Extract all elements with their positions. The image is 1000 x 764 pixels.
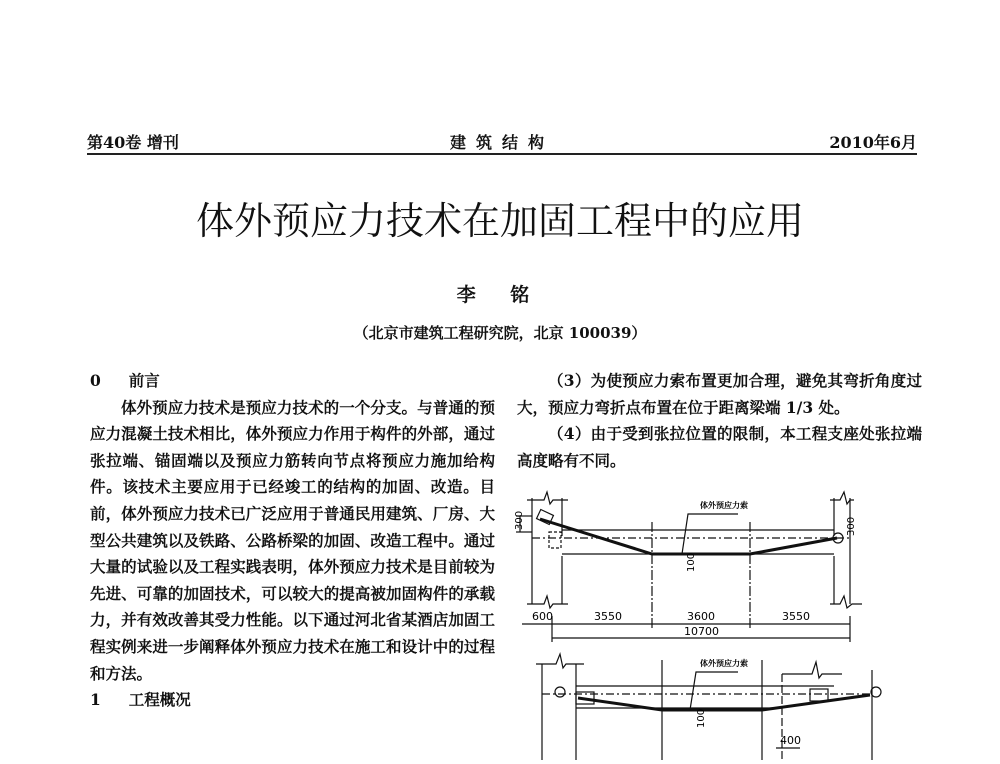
dim-3600: 3600	[687, 610, 715, 623]
dim-3550-left: 3550	[594, 610, 622, 623]
dim-400: 400	[780, 734, 801, 747]
article-title: 体外预应力技术在加固工程中的应用	[195, 199, 804, 243]
section-number: 0	[90, 371, 101, 390]
dim-right-height: 300	[846, 516, 857, 536]
intro-paragraph: 体外预应力技术是预应力技术的一个分支。与普通的预应力混凝土技术相比，体外预应力作用于构件的外部，通过张拉端、锚固端以及预应力筋转向节点将预应力施加给构件。该技术主要应用于已经竣工的结构的加固、改造。目前，体外预应力技术已广泛应用于普通民用建筑、厂房、大型公共建筑以及铁路、公路桥梁的加固、改造工程中。通过大量的试验以及工程实践表明，体外预应力技术是目前较为先进、可靠的加固技术，可以较大的提高被加固构件的承载力，并有效改善其受力性能。以下通过河北省某酒店加固工程实例来进一步阐释体外预应力技术在施工和设计中的过程和方法。	[90, 397, 495, 683]
section-heading-0	[90, 368, 495, 395]
dim-3550-right: 3550	[782, 610, 810, 623]
left-column	[90, 368, 495, 714]
section-heading-1	[90, 687, 495, 714]
cable-label-2: 体外预应力索	[700, 659, 748, 668]
dim-left-height: 300	[514, 510, 525, 530]
article-author: 李 铭	[456, 284, 544, 306]
running-header	[87, 126, 917, 154]
list-item-4: （4）由于受到张拉位置的限制，本工程支座处张拉端高度略有不同。	[517, 424, 922, 470]
cable-layout-diagram	[512, 486, 912, 760]
section-title: 工程概况	[128, 690, 191, 710]
dim-total: 10700	[684, 625, 719, 638]
list-item-3: （3）为使预应力索布置更加合理，避免其弯折角度过大，预应力弯折点布置在位于距离梁端 1/3 处。	[517, 371, 922, 417]
dim-mid-offset: 100	[686, 552, 697, 572]
right-column	[517, 368, 922, 474]
dim-mid-offset-2: 100	[696, 708, 707, 728]
journal-volume: 第40卷 增刊	[87, 133, 179, 152]
figure-cable-layout	[512, 486, 912, 764]
header-rule	[87, 153, 917, 155]
dim-600: 600	[532, 610, 553, 623]
author-affiliation: （北京市建筑工程研究院，北京 100039）	[353, 324, 647, 342]
cable-label-1: 体外预应力索	[700, 501, 748, 510]
issue-date: 2010年6月	[829, 133, 917, 152]
section-number: 1	[90, 690, 101, 710]
journal-name: 建筑结构	[449, 133, 554, 152]
section-title: 前言	[128, 371, 160, 390]
